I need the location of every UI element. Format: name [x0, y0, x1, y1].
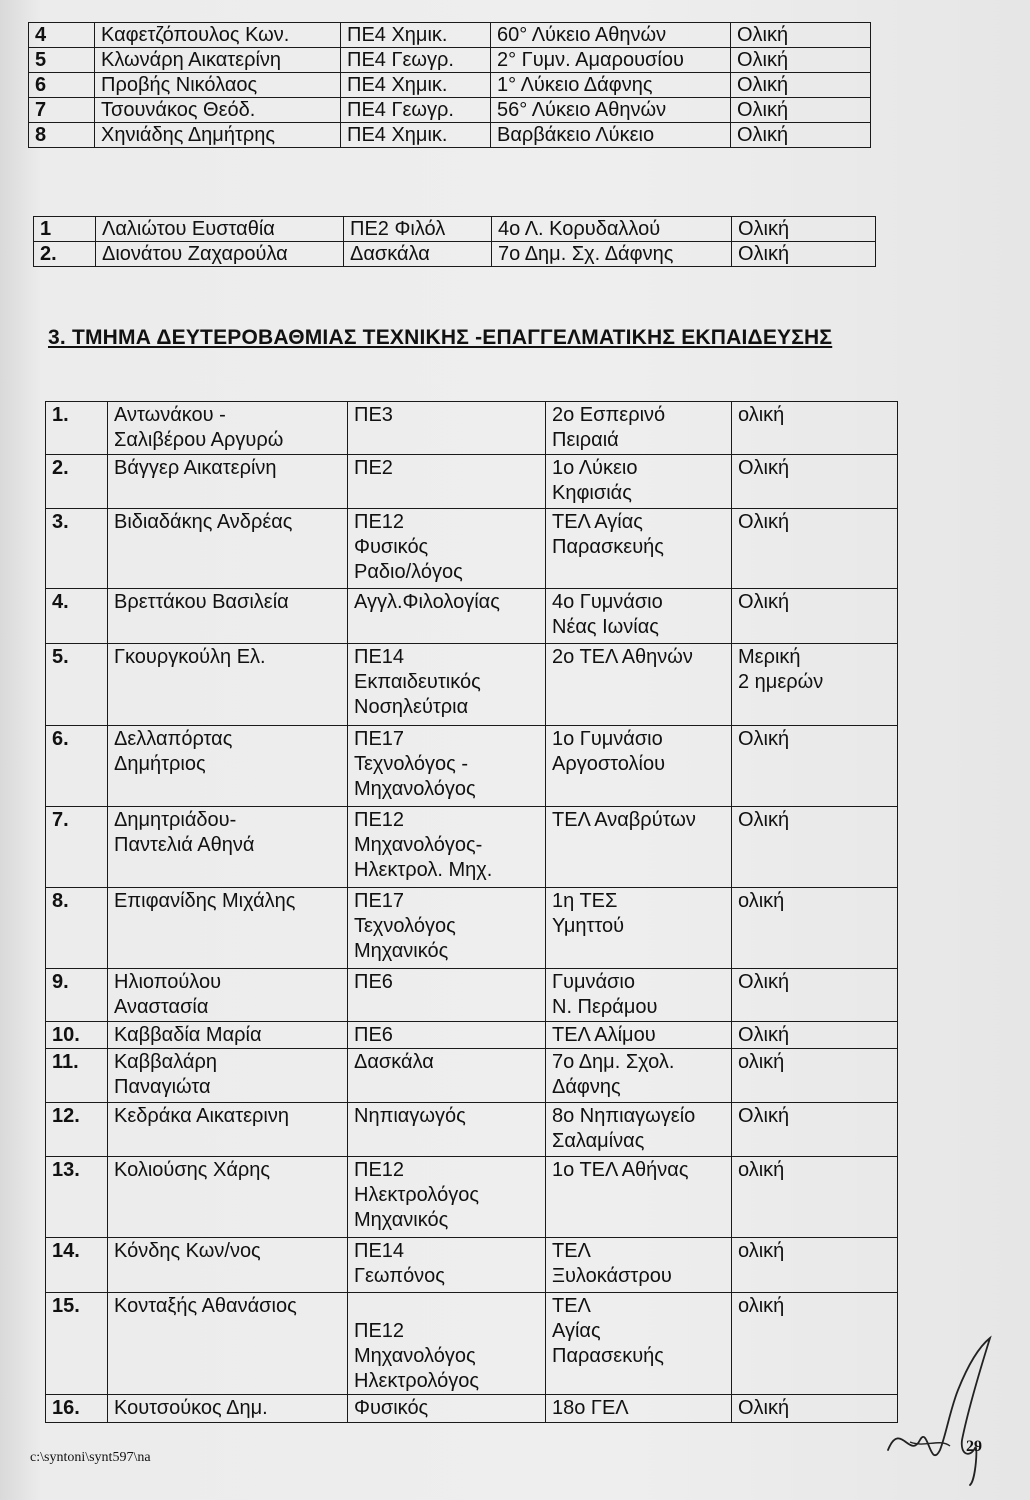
table-row — [46, 1049, 898, 1103]
specialty-cell: ΠΕ14 Εκπαιδευτικός Νοσηλεύτρια — [348, 644, 546, 726]
duty-type-cell: ολική — [732, 1049, 898, 1103]
school-cell: 56° Λύκειο Αθηνών — [491, 98, 731, 123]
specialty-cell: ΠΕ4 Χημικ. — [341, 73, 491, 98]
table-row — [29, 23, 871, 48]
name-cell: Βρεττάκου Βασιλεία — [108, 589, 348, 644]
specialty-cell: ΠΕ3 — [348, 402, 546, 455]
name-cell: Κουτσούκος Δημ. — [108, 1395, 348, 1423]
table-mid — [33, 216, 876, 267]
school-cell: 1η ΤΕΣ Υμηττού — [546, 888, 732, 969]
row-number: 6. — [46, 726, 108, 807]
school-cell: 7ο Δημ. Σχ. Δάφνης — [492, 242, 732, 267]
specialty-cell: ΠΕ4 Χημικ. — [341, 23, 491, 48]
specialty-cell: ΠΕ4 Χημικ. — [341, 123, 491, 148]
duty-type-cell: Ολική — [732, 1022, 898, 1049]
duty-type-cell: Ολική — [732, 455, 898, 509]
school-cell: 2ο Εσπερινό Πειραιά — [546, 402, 732, 455]
duty-type-cell: ολική — [732, 1157, 898, 1238]
row-number: 14. — [46, 1238, 108, 1293]
school-cell: 1ο Λύκειο Κηφισιάς — [546, 455, 732, 509]
row-number: 2. — [46, 455, 108, 509]
footer-path: c:\syntoni\synt597\na — [30, 1450, 151, 1465]
row-number: 5. — [46, 644, 108, 726]
specialty-cell: ΠΕ12 Μηχανολόγος Ηλεκτρολόγος — [348, 1293, 546, 1395]
school-cell: Γυμνάσιο Ν. Περάμου — [546, 969, 732, 1022]
row-number: 7. — [46, 807, 108, 888]
name-cell: Ηλιοπούλου Αναστασία — [108, 969, 348, 1022]
name-cell: Διονάτου Ζαχαρούλα — [96, 242, 344, 267]
specialty-cell: Δασκάλα — [348, 1049, 546, 1103]
school-cell: 7ο Δημ. Σχολ. Δάφνης — [546, 1049, 732, 1103]
specialty-cell: ΠΕ12 Ηλεκτρολόγος Μηχανικός — [348, 1157, 546, 1238]
table-row — [34, 217, 876, 242]
row-number: 10. — [46, 1022, 108, 1049]
table-row — [46, 589, 898, 644]
table-main — [45, 401, 898, 1423]
row-number: 8 — [29, 123, 95, 148]
specialty-cell: Νηπιαγωγός — [348, 1103, 546, 1157]
duty-type-cell: Ολική — [732, 1395, 898, 1423]
name-cell: Καββαλάρη Παναγιώτα — [108, 1049, 348, 1103]
specialty-cell: ΠΕ6 — [348, 1022, 546, 1049]
name-cell: Χηνιάδης Δημήτρης — [95, 123, 341, 148]
name-cell: Επιφανίδης Μιχάλης — [108, 888, 348, 969]
specialty-cell: ΠΕ12 Μηχανολόγος- Ηλεκτρολ. Μηχ. — [348, 807, 546, 888]
specialty-cell: ΠΕ14 Γεωπόνος — [348, 1238, 546, 1293]
school-cell: 18ο ΓΕΛ — [546, 1395, 732, 1423]
table-row — [46, 807, 898, 888]
row-number: 4 — [29, 23, 95, 48]
school-cell: 1° Λύκειο Δάφνης — [491, 73, 731, 98]
row-number: 1. — [46, 402, 108, 455]
name-cell: Γκουργκούλη Ελ. — [108, 644, 348, 726]
name-cell: Δημητριάδου- Παντελιά Αθηνά — [108, 807, 348, 888]
duty-type-cell: Ολική — [732, 807, 898, 888]
name-cell: Κλωνάρη Αικατερίνη — [95, 48, 341, 73]
row-number: 3. — [46, 509, 108, 589]
duty-type-cell: Ολική — [732, 969, 898, 1022]
duty-type-cell: Ολική — [731, 73, 871, 98]
school-cell: 1ο ΤΕΛ Αθήνας — [546, 1157, 732, 1238]
table-row — [46, 1022, 898, 1049]
table-row — [46, 509, 898, 589]
row-number: 4. — [46, 589, 108, 644]
row-number: 2. — [34, 242, 96, 267]
name-cell: Βιδιαδάκης Ανδρέας — [108, 509, 348, 589]
duty-type-cell: Ολική — [732, 242, 876, 267]
specialty-cell: ΠΕ4 Γεωγρ. — [341, 98, 491, 123]
row-number: 7 — [29, 98, 95, 123]
row-number: 5 — [29, 48, 95, 73]
row-number: 15. — [46, 1293, 108, 1395]
table-row — [46, 969, 898, 1022]
school-cell: ΤΕΛ Αγίας Παρασεκυής — [546, 1293, 732, 1395]
signature-scribble — [880, 1330, 1010, 1490]
table-row — [46, 726, 898, 807]
table-row — [34, 242, 876, 267]
table-row — [46, 644, 898, 726]
name-cell: Λαλιώτου Ευσταθία — [96, 217, 344, 242]
duty-type-cell: Μερική 2 ημερών — [732, 644, 898, 726]
table-row — [29, 73, 871, 98]
duty-type-cell: Ολική — [732, 589, 898, 644]
specialty-cell: Αγγλ.Φιλολογίας — [348, 589, 546, 644]
table-row — [46, 455, 898, 509]
name-cell: Κονταξής Αθανάσιος — [108, 1293, 348, 1395]
specialty-cell: Δασκάλα — [344, 242, 492, 267]
table-row — [29, 48, 871, 73]
table-row — [46, 1395, 898, 1423]
page-number: 29 — [966, 1438, 982, 1455]
row-number: 6 — [29, 73, 95, 98]
name-cell: Κόνδης Κων/νος — [108, 1238, 348, 1293]
name-cell: Δελλαπόρτας Δημήτριος — [108, 726, 348, 807]
school-cell: 8ο Νηπιαγωγείο Σαλαμίνας — [546, 1103, 732, 1157]
row-number: 16. — [46, 1395, 108, 1423]
name-cell: Προβής Νικόλαος — [95, 73, 341, 98]
duty-type-cell: ολική — [732, 402, 898, 455]
name-cell: Καββαδία Μαρία — [108, 1022, 348, 1049]
specialty-cell: ΠΕ2 Φιλόλ — [344, 217, 492, 242]
row-number: 13. — [46, 1157, 108, 1238]
duty-type-cell: Ολική — [731, 123, 871, 148]
table-row — [46, 1238, 898, 1293]
specialty-cell: Φυσικός — [348, 1395, 546, 1423]
specialty-cell: ΠΕ4 Γεωγρ. — [341, 48, 491, 73]
duty-type-cell: Ολική — [731, 48, 871, 73]
school-cell: Βαρβάκειο Λύκειο — [491, 123, 731, 148]
table-top — [28, 22, 871, 148]
school-cell: ΤΕΛ Αλίμου — [546, 1022, 732, 1049]
row-number: 11. — [46, 1049, 108, 1103]
row-number: 12. — [46, 1103, 108, 1157]
school-cell: 2° Γυμν. Αμαρουσίου — [491, 48, 731, 73]
school-cell: 1ο Γυμνάσιο Αργοστολίου — [546, 726, 732, 807]
school-cell: 4ο Λ. Κορυδαλλού — [492, 217, 732, 242]
school-cell: 60° Λύκειο Αθηνών — [491, 23, 731, 48]
specialty-cell: ΠΕ12 Φυσικός Ραδιο/λόγος — [348, 509, 546, 589]
name-cell: Αντωνάκου - Σαλιβέρου Αργυρώ — [108, 402, 348, 455]
row-number: 1 — [34, 217, 96, 242]
duty-type-cell: ολική — [732, 1238, 898, 1293]
table-row — [46, 1157, 898, 1238]
section-title: 3. ΤΜΗΜΑ ΔΕΥΤΕΡΟΒΑΘΜΙΑΣ ΤΕΧΝΙΚΗΣ -ΕΠΑΓΓΕΛΜΑΤΙΚΗΣ ΕΚΠΑΙΔΕΥΣΗΣ — [48, 326, 833, 349]
name-cell: Κολιούσης Χάρης — [108, 1157, 348, 1238]
school-cell: ΤΕΛ Ξυλοκάστρου — [546, 1238, 732, 1293]
table-row — [46, 1103, 898, 1157]
school-cell: 4ο Γυμνάσιο Νέας Ιωνίας — [546, 589, 732, 644]
school-cell: ΤΕΛ Αγίας Παρασκευής — [546, 509, 732, 589]
duty-type-cell: Ολική — [732, 217, 876, 242]
table-row — [29, 123, 871, 148]
duty-type-cell: Ολική — [732, 726, 898, 807]
table-row — [46, 402, 898, 455]
specialty-cell: ΠΕ17 Τεχνολόγος - Μηχανολόγος — [348, 726, 546, 807]
row-number: 9. — [46, 969, 108, 1022]
name-cell: Καφετζόπουλος Κων. — [95, 23, 341, 48]
duty-type-cell: Ολική — [731, 98, 871, 123]
name-cell: Τσουνάκος Θεόδ. — [95, 98, 341, 123]
specialty-cell: ΠΕ6 — [348, 969, 546, 1022]
duty-type-cell: Ολική — [732, 509, 898, 589]
name-cell: Βάγγερ Αικατερίνη — [108, 455, 348, 509]
table-row — [29, 98, 871, 123]
duty-type-cell: ολική — [732, 1293, 898, 1395]
duty-type-cell: Ολική — [732, 1103, 898, 1157]
specialty-cell: ΠΕ2 — [348, 455, 546, 509]
specialty-cell: ΠΕ17 Τεχνολόγος Μηχανικός — [348, 888, 546, 969]
school-cell: 2ο ΤΕΛ Αθηνών — [546, 644, 732, 726]
row-number: 8. — [46, 888, 108, 969]
table-row — [46, 888, 898, 969]
school-cell: ΤΕΛ Αναβρύτων — [546, 807, 732, 888]
table-row — [46, 1293, 898, 1395]
duty-type-cell: Ολική — [731, 23, 871, 48]
name-cell: Κεδράκα Αικατερινη — [108, 1103, 348, 1157]
duty-type-cell: ολική — [732, 888, 898, 969]
